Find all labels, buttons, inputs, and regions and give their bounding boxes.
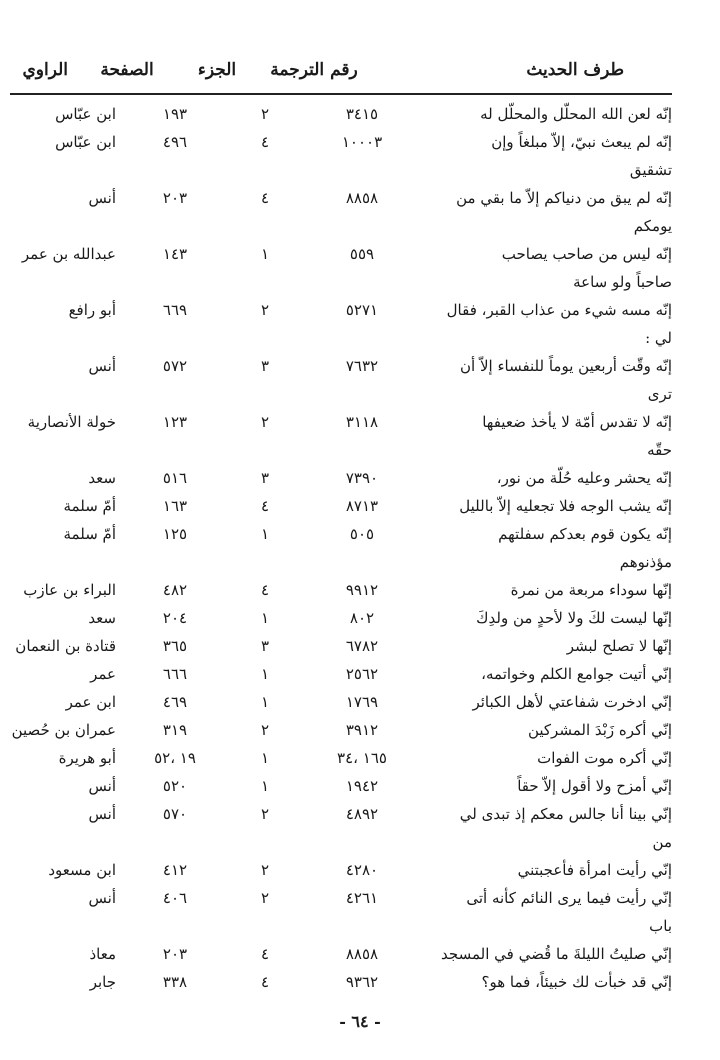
part-number: ١ bbox=[260, 777, 270, 795]
part-number: ٢ bbox=[260, 805, 270, 823]
hadith-text: يومكم bbox=[633, 217, 672, 235]
hadith-text: إنّه لم يبعث نبيّ، إلاّ مبلغاً وإن bbox=[491, 133, 672, 151]
page-reference: ٢٠٤ bbox=[162, 609, 188, 627]
table-row bbox=[0, 968, 720, 996]
page-reference: ١٢٣ bbox=[162, 413, 188, 431]
narrator-name: ابن عبّاس bbox=[55, 133, 116, 151]
entry-number: ٣٤١٥ bbox=[345, 105, 379, 123]
table-row bbox=[0, 240, 720, 268]
entry-number: ٩٣٦٢ bbox=[345, 973, 379, 991]
entry-number: ٥٠٥ bbox=[349, 525, 375, 543]
hadith-text: لي : bbox=[645, 329, 672, 347]
page-reference: ٤٩٦ bbox=[162, 133, 188, 151]
page-reference: ٥٧٠ bbox=[162, 805, 188, 823]
table-row bbox=[0, 156, 720, 184]
hadith-text: إنّي أتيت جوامع الكلم وخواتمه، bbox=[481, 665, 672, 683]
part-number: ٢ bbox=[260, 889, 270, 907]
narrator-name: قتادة بن النعمان bbox=[15, 637, 116, 655]
table-row bbox=[0, 716, 720, 744]
hadith-text: مؤذنوهم bbox=[619, 553, 672, 571]
hadith-text: إنّه يشب الوجه فلا تجعليه إلاّ بالليل bbox=[459, 497, 672, 515]
hadith-text: إنّه وقّت أربعين يوماً للنفساء إلاّ أن bbox=[460, 357, 672, 375]
hadith-text: إنّي صليتُ الليلةَ ما قُضي في المسجد bbox=[441, 945, 672, 963]
table-body bbox=[0, 100, 720, 996]
table-header bbox=[10, 60, 672, 88]
hadith-text: إنّي ادخرت شفاعتي لأهل الكبائر bbox=[472, 693, 672, 711]
hadith-text: باب bbox=[649, 917, 672, 935]
header-rule bbox=[10, 93, 672, 95]
hadith-text: إنّها سوداء مربعة من نمرة bbox=[510, 581, 672, 599]
part-number: ٣ bbox=[260, 357, 270, 375]
table-row bbox=[0, 128, 720, 156]
hadith-text: من bbox=[652, 833, 672, 851]
page-reference: ١٦٣ bbox=[162, 497, 188, 515]
entry-number: ٦٧٨٢ bbox=[345, 637, 379, 655]
hadith-text: إنّه لا تقدس أمّة لا يأخذ ضعيفها bbox=[482, 413, 672, 431]
part-number: ٤ bbox=[260, 189, 270, 207]
hadith-text: إنّه لعن الله المحلّل والمحلّل له bbox=[480, 105, 672, 123]
part-number: ٤ bbox=[260, 497, 270, 515]
narrator-name: معاذ bbox=[89, 945, 116, 963]
page-reference: ٤٦٩ bbox=[162, 693, 188, 711]
entry-number: ٤٢٦١ bbox=[345, 889, 379, 907]
entry-number: ٥٢٧١ bbox=[345, 301, 379, 319]
table-row bbox=[0, 324, 720, 352]
hadith-text: إنّي أكره زَبْدَ المشركين bbox=[527, 721, 672, 739]
narrator-name: ابن عمر bbox=[65, 693, 116, 711]
page-reference: ٣٣٨ bbox=[162, 973, 188, 991]
entry-number: ٨٨٥٨ bbox=[345, 189, 379, 207]
part-number: ٣ bbox=[260, 637, 270, 655]
narrator-name: البراء بن عازب bbox=[23, 581, 116, 599]
hadith-text: إنّي أكره موت الفوات bbox=[537, 749, 672, 767]
table-row bbox=[0, 632, 720, 660]
entry-number: ١٦٥ ،٣٤ bbox=[337, 749, 387, 767]
narrator-name: أمّ سلمة bbox=[63, 525, 116, 543]
hadith-text: إنّي بينا أنا جالس معكم إذ تبدى لي bbox=[459, 805, 672, 823]
table-row bbox=[0, 800, 720, 828]
page-reference: ١٢٥ bbox=[162, 525, 188, 543]
table-row bbox=[0, 100, 720, 128]
table-row bbox=[0, 548, 720, 576]
table-row bbox=[0, 296, 720, 324]
page-reference: ٦٦٦ bbox=[162, 665, 188, 683]
table-row bbox=[0, 268, 720, 296]
page-reference: ٢٠٣ bbox=[162, 189, 188, 207]
part-number: ١ bbox=[260, 609, 270, 627]
table-row bbox=[0, 352, 720, 380]
table-row bbox=[0, 212, 720, 240]
page-reference: ٤٠٦ bbox=[162, 889, 188, 907]
entry-number: ١٧٦٩ bbox=[345, 693, 379, 711]
narrator-name: سعد bbox=[88, 609, 116, 627]
hadith-text: إنّي أمزح ولا أقول إلاّ حقاً bbox=[517, 777, 672, 795]
hadith-text: إنّه يحشر وعليه حُلّة من نور، bbox=[496, 469, 672, 487]
header-part: الجزء bbox=[197, 60, 237, 80]
entry-number: ٨٨٥٨ bbox=[345, 945, 379, 963]
page-reference: ١٩ ،٥٢ bbox=[154, 749, 196, 767]
entry-number: ٢٥٦٢ bbox=[345, 665, 379, 683]
entry-number: ٧٣٩٠ bbox=[345, 469, 379, 487]
narrator-name: خولة الأنصارية bbox=[27, 413, 116, 431]
header-number: رقم الترجمة bbox=[270, 60, 358, 80]
narrator-name: أبو هريرة bbox=[58, 749, 116, 767]
entry-number: ٥٥٩ bbox=[349, 245, 375, 263]
page-reference: ٦٦٩ bbox=[162, 301, 188, 319]
table-row bbox=[0, 380, 720, 408]
hadith-text: إنّي قد خبأت لك خبيئاً، فما هو؟ bbox=[481, 973, 672, 991]
table-row bbox=[0, 744, 720, 772]
part-number: ٢ bbox=[260, 105, 270, 123]
hadith-text: صاحباً ولو ساعة bbox=[573, 273, 672, 291]
table-row bbox=[0, 576, 720, 604]
hadith-text: إنّه يكون قوم بعدكم سفلتهم bbox=[498, 525, 672, 543]
narrator-name: عبدالله بن عمر bbox=[21, 245, 116, 263]
hadith-text: إنّي رأيت امرأة فأعجبتني bbox=[517, 861, 672, 879]
narrator-name: ابن عبّاس bbox=[55, 105, 116, 123]
entry-number: ٣٩١٢ bbox=[345, 721, 379, 739]
entry-number: ٨٧١٣ bbox=[345, 497, 379, 515]
header-narrator: الراوي bbox=[22, 60, 68, 80]
page-reference: ٥٧٢ bbox=[162, 357, 188, 375]
header-page: الصفحة bbox=[100, 60, 154, 80]
part-number: ٢ bbox=[260, 721, 270, 739]
table-row bbox=[0, 912, 720, 940]
table-row bbox=[0, 436, 720, 464]
table-row bbox=[0, 660, 720, 688]
page-number: - ٦٤ - bbox=[339, 1012, 381, 1031]
narrator-name: عمران بن حُصين bbox=[11, 721, 116, 739]
table-row bbox=[0, 856, 720, 884]
part-number: ١ bbox=[260, 245, 270, 263]
table-row bbox=[0, 828, 720, 856]
narrator-name: أنس bbox=[88, 889, 116, 907]
table-row bbox=[0, 184, 720, 212]
page-reference: ٤١٢ bbox=[162, 861, 188, 879]
entry-number: ٤٢٨٠ bbox=[345, 861, 379, 879]
hadith-text: إنّه مسه شيء من عذاب القبر، فقال bbox=[446, 301, 672, 319]
page-reference: ١٩٣ bbox=[162, 105, 188, 123]
part-number: ١ bbox=[260, 693, 270, 711]
hadith-text: إنّه لم يبق من دنياكم إلاّ ما بقي من bbox=[456, 189, 672, 207]
part-number: ١ bbox=[260, 665, 270, 683]
table-row bbox=[0, 520, 720, 548]
part-number: ٤ bbox=[260, 945, 270, 963]
narrator-name: عمر bbox=[90, 665, 116, 683]
entry-number: ٤٨٩٢ bbox=[345, 805, 379, 823]
hadith-text: إنّها ليست لكَ ولا لأحدٍ من ولدِكَ bbox=[476, 609, 672, 627]
entry-number: ١٩٤٢ bbox=[345, 777, 379, 795]
table-row bbox=[0, 688, 720, 716]
part-number: ٣ bbox=[260, 469, 270, 487]
entry-number: ٩٩١٢ bbox=[345, 581, 379, 599]
narrator-name: ابن مسعود bbox=[48, 861, 116, 879]
narrator-name: أنس bbox=[88, 777, 116, 795]
table-row bbox=[0, 604, 720, 632]
page-reference: ٣١٩ bbox=[162, 721, 188, 739]
narrator-name: أنس bbox=[88, 805, 116, 823]
table-row bbox=[0, 884, 720, 912]
narrator-name: أبو رافع bbox=[68, 301, 116, 319]
narrator-name: سعد bbox=[88, 469, 116, 487]
table-row bbox=[0, 408, 720, 436]
page-reference: ١٤٣ bbox=[162, 245, 188, 263]
table-row bbox=[0, 940, 720, 968]
page-reference: ٢٠٣ bbox=[162, 945, 188, 963]
part-number: ٤ bbox=[260, 133, 270, 151]
narrator-name: أمّ سلمة bbox=[63, 497, 116, 515]
page-reference: ٥١٦ bbox=[162, 469, 188, 487]
part-number: ١ bbox=[260, 749, 270, 767]
hadith-text: إنّه ليس من صاحب يصاحب bbox=[501, 245, 672, 263]
entry-number: ١٠٠٠٣ bbox=[341, 133, 383, 151]
part-number: ٢ bbox=[260, 301, 270, 319]
page-reference: ٤٨٢ bbox=[162, 581, 188, 599]
part-number: ٢ bbox=[260, 861, 270, 879]
hadith-text: تشقيق bbox=[629, 161, 672, 179]
narrator-name: أنس bbox=[88, 189, 116, 207]
entry-number: ٣١١٨ bbox=[345, 413, 379, 431]
header-hadith: طرف الحديث bbox=[526, 60, 624, 80]
hadith-text: حقّه bbox=[647, 441, 672, 459]
entry-number: ٧٦٣٢ bbox=[345, 357, 379, 375]
page-reference: ٥٢٠ bbox=[162, 777, 188, 795]
narrator-name: جابر bbox=[89, 973, 116, 991]
hadith-text: إنّي رأيت فيما يرى النائم كأنه أتى bbox=[466, 889, 672, 907]
page-reference: ٣٦٥ bbox=[162, 637, 188, 655]
table-row bbox=[0, 772, 720, 800]
hadith-text: ترى bbox=[647, 385, 672, 403]
part-number: ١ bbox=[260, 525, 270, 543]
part-number: ٢ bbox=[260, 413, 270, 431]
part-number: ٤ bbox=[260, 581, 270, 599]
part-number: ٤ bbox=[260, 973, 270, 991]
table-row bbox=[0, 492, 720, 520]
hadith-text: إنّها لا تصلح لبشر bbox=[566, 637, 672, 655]
narrator-name: أنس bbox=[88, 357, 116, 375]
entry-number: ٨٠٢ bbox=[349, 609, 375, 627]
table-row bbox=[0, 464, 720, 492]
